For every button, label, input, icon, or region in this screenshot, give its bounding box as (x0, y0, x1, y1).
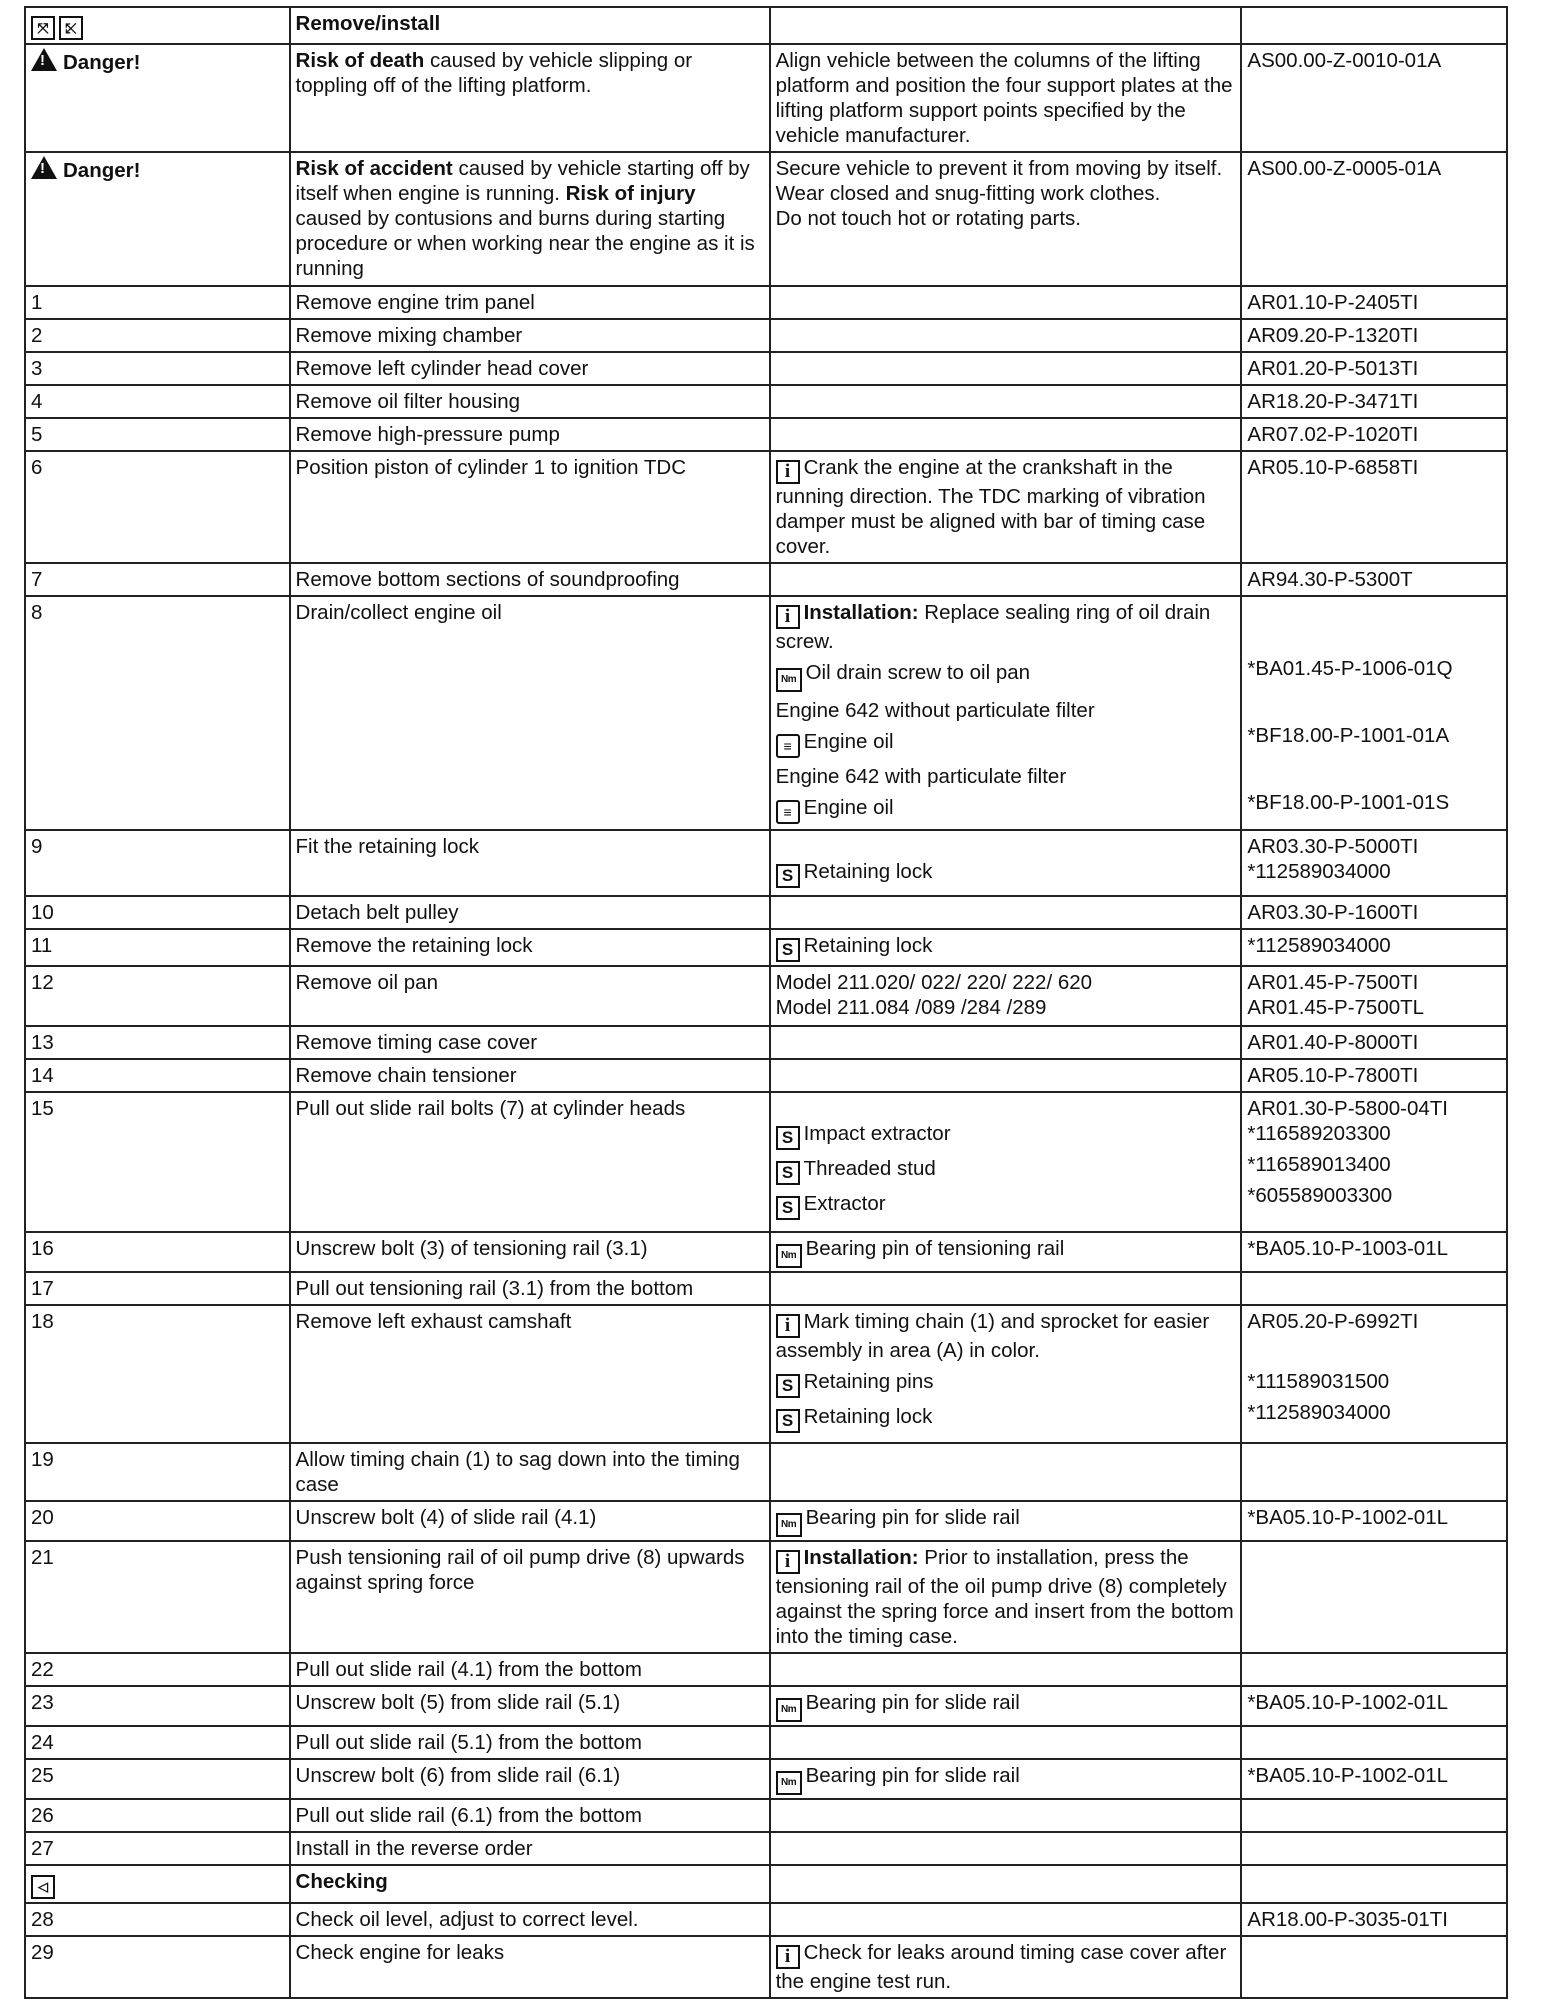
step-row (25, 1092, 1507, 1232)
step-row (25, 596, 1507, 830)
model-label: Model 211.020/ 022/ 220/ 222/ 620 (775, 971, 1093, 994)
step-action: Unscrew bolt (3) of tensioning rail (3.1) (290, 1232, 770, 1272)
doc-ref: AR01.45-P-7500TI (1247, 971, 1419, 994)
doc-ref: AR05.10-P-6858TI (1241, 451, 1507, 563)
doc-ref: AR01.30-P-5800-04TI (1247, 1097, 1448, 1120)
step-row (25, 1059, 1507, 1092)
model-label: Model 211.084 /089 /284 /289 (775, 996, 1047, 1019)
step-row (25, 1832, 1507, 1865)
danger-instruction: Align vehicle between the columns of the lifting platform and position the four support plates at the lifting platform support points specified by the vehicle manufacturer. (770, 44, 1242, 152)
step-number: 18 (25, 1305, 290, 1443)
step-row (25, 1305, 1507, 1443)
step-action: Remove oil filter housing (290, 385, 770, 418)
step-number: 6 (25, 451, 290, 563)
step-number: 14 (25, 1059, 290, 1092)
step-row (25, 1026, 1507, 1059)
doc-ref: AR03.30-P-1600TI (1241, 896, 1507, 929)
step-action: Position piston of cylinder 1 to ignition TDC (290, 451, 770, 563)
step-number: 22 (25, 1653, 290, 1686)
torque-spec: Bearing pin for slide rail (805, 1764, 1020, 1787)
doc-ref: AR01.20-P-5013TI (1241, 352, 1507, 385)
section-title: Checking (295, 1870, 388, 1893)
warning-icon (31, 48, 57, 71)
procedure-table (24, 6, 1508, 1999)
step-row (25, 929, 1507, 966)
step-row (25, 1232, 1507, 1272)
step-row (25, 1501, 1507, 1541)
tool-label: Retaining lock (803, 860, 933, 883)
doc-ref: *BF18.00-P-1001-01A (1247, 724, 1450, 747)
danger-row (25, 44, 1507, 152)
step-action: Install in the reverse order (290, 1832, 770, 1865)
step-action: Pull out tensioning rail (3.1) from the bottom (290, 1272, 770, 1305)
step-action: Pull out slide rail (4.1) from the bottom (290, 1653, 770, 1686)
oil-can-icon: ≡ (776, 734, 800, 758)
variant-label: Engine 642 with particulate filter (775, 765, 1067, 788)
step-row (25, 966, 1507, 1026)
step-number: 27 (25, 1832, 290, 1865)
doc-ref: AR09.20-P-1320TI (1241, 319, 1507, 352)
step-row (25, 1443, 1507, 1501)
step-action: Remove engine trim panel (290, 286, 770, 319)
doc-ref: *BA01.45-P-1006-01Q (1247, 657, 1453, 680)
step-number: 15 (25, 1092, 290, 1232)
step-action: Pull out slide rail (5.1) from the bottom (290, 1726, 770, 1759)
step-action: Remove left exhaust camshaft (290, 1305, 770, 1443)
doc-ref: *116589013400 (1247, 1153, 1391, 1176)
note-bold: Installation: (803, 1546, 919, 1569)
risk-text: caused by contusions and burns during starting procedure or when working near the engine as it is running (295, 207, 755, 280)
step-action: Remove the retaining lock (290, 929, 770, 966)
doc-ref: *BA05.10-P-1003-01L (1241, 1232, 1507, 1272)
step-row (25, 385, 1507, 418)
danger-instruction: Do not touch hot or rotating parts. (775, 207, 1081, 230)
info-icon: i (776, 1314, 800, 1338)
doc-ref: AR01.40-P-8000TI (1241, 1026, 1507, 1059)
info-icon: i (776, 605, 800, 629)
step-row (25, 1903, 1507, 1936)
step-row (25, 1759, 1507, 1799)
step-row (25, 1272, 1507, 1305)
step-row (25, 563, 1507, 596)
step-number: 7 (25, 563, 290, 596)
checking-row (25, 1865, 1507, 1903)
step-action: Allow timing chain (1) to sag down into the timing case (290, 1443, 770, 1501)
step-action: Remove oil pan (290, 966, 770, 1026)
variant-label: Engine 642 without particulate filter (775, 699, 1095, 722)
step-number: 1 (25, 286, 290, 319)
risk-bold: Risk of accident (295, 157, 453, 180)
section-title: Remove/install (295, 12, 441, 35)
header-row (25, 7, 1507, 44)
step-note: Check for leaks around timing case cover after the engine test run. (775, 1941, 1227, 1993)
oil-spec: Engine oil (803, 730, 894, 753)
step-action: Detach belt pulley (290, 896, 770, 929)
step-action: Drain/collect engine oil (290, 596, 770, 830)
doc-ref: AR18.00-P-3035-01TI (1241, 1903, 1507, 1936)
step-row (25, 352, 1507, 385)
doc-ref: *111589031500 (1247, 1370, 1390, 1393)
step-number: 17 (25, 1272, 290, 1305)
step-row (25, 451, 1507, 563)
step-number: 13 (25, 1026, 290, 1059)
doc-ref: AR01.45-P-7500TL (1247, 996, 1425, 1019)
tool-label: Threaded stud (803, 1157, 936, 1180)
doc-ref: AR03.30-P-5000TI (1247, 835, 1419, 858)
special-tool-icon: S (776, 1161, 800, 1185)
danger-instruction: Secure vehicle to prevent it from moving by itself. (775, 157, 1223, 180)
doc-ref: *BA05.10-P-1002-01L (1241, 1759, 1507, 1799)
step-row (25, 1799, 1507, 1832)
step-action: Unscrew bolt (4) of slide rail (4.1) (290, 1501, 770, 1541)
step-number: 24 (25, 1726, 290, 1759)
step-row (25, 418, 1507, 451)
danger-label: Danger! (63, 159, 141, 182)
danger-label: Danger! (63, 51, 141, 74)
info-icon: i (776, 460, 800, 484)
step-number: 23 (25, 1686, 290, 1726)
step-action: Unscrew bolt (5) from slide rail (5.1) (290, 1686, 770, 1726)
doc-ref: *605589003300 (1247, 1184, 1393, 1207)
step-row (25, 1653, 1507, 1686)
step-note: Replace sealing ring of oil drain screw. (775, 601, 1211, 653)
torque-icon: Nm (776, 1698, 802, 1722)
torque-spec: Bearing pin for slide rail (805, 1506, 1020, 1529)
tool-label: Retaining lock (803, 1405, 933, 1428)
torque-spec: Bearing pin of tensioning rail (805, 1237, 1065, 1260)
step-number: 11 (25, 929, 290, 966)
step-number: 12 (25, 966, 290, 1026)
step-action: Check engine for leaks (290, 1936, 770, 1998)
step-row (25, 286, 1507, 319)
step-row (25, 1936, 1507, 1998)
step-action: Remove mixing chamber (290, 319, 770, 352)
doc-ref: *BF18.00-P-1001-01S (1247, 791, 1450, 814)
risk-text: caused by vehicle starting off by itself when engine is running. (295, 157, 750, 205)
step-number: 28 (25, 1903, 290, 1936)
step-action: Remove chain tensioner (290, 1059, 770, 1092)
doc-ref: AR01.10-P-2405TI (1241, 286, 1507, 319)
step-number: 9 (25, 830, 290, 896)
special-tool-icon: S (776, 1409, 800, 1433)
special-tool-icon: S (776, 1374, 800, 1398)
danger-row (25, 152, 1507, 286)
step-number: 2 (25, 319, 290, 352)
torque-icon: Nm (776, 1244, 802, 1268)
step-row (25, 1541, 1507, 1653)
risk-bold: Risk of death (295, 49, 425, 72)
special-tool-icon: S (776, 864, 800, 888)
step-number: 25 (25, 1759, 290, 1799)
step-number: 26 (25, 1799, 290, 1832)
special-tool-icon: S (776, 938, 800, 962)
doc-ref: AS00.00-Z-0005-01A (1241, 152, 1507, 286)
step-note: Prior to installation, press the tensioning rail of the oil pump drive (8) completely against the spring force and insert from the bottom into the timing case. (775, 1546, 1234, 1648)
doc-ref: AR05.20-P-6992TI (1247, 1310, 1419, 1333)
step-action: Unscrew bolt (6) from slide rail (6.1) (290, 1759, 770, 1799)
oil-can-icon: ≡ (776, 800, 800, 824)
doc-ref: AR05.10-P-7800TI (1241, 1059, 1507, 1092)
step-number: 5 (25, 418, 290, 451)
step-number: 20 (25, 1501, 290, 1541)
step-number: 10 (25, 896, 290, 929)
step-number: 29 (25, 1936, 290, 1998)
tool-label: Retaining lock (803, 934, 933, 957)
doc-ref: *112589034000 (1247, 860, 1391, 883)
back-arrow-icon: ◁ (31, 1875, 55, 1899)
step-action: Remove bottom sections of soundproofing (290, 563, 770, 596)
warning-icon (31, 156, 57, 179)
step-number: 21 (25, 1541, 290, 1653)
tool-label: Impact extractor (803, 1122, 951, 1145)
note-bold: Installation: (803, 601, 919, 624)
doc-ref: AS00.00-Z-0010-01A (1241, 44, 1507, 152)
doc-ref: *BA05.10-P-1002-01L (1241, 1501, 1507, 1541)
step-row (25, 319, 1507, 352)
step-action: Pull out slide rail bolts (7) at cylinder heads (290, 1092, 770, 1232)
oil-spec: Engine oil (803, 796, 894, 819)
torque-spec: Bearing pin for slide rail (805, 1691, 1020, 1714)
step-action: Remove timing case cover (290, 1026, 770, 1059)
step-action: Check oil level, adjust to correct level. (290, 1903, 770, 1936)
step-note: Mark timing chain (1) and sprocket for easier assembly in area (A) in color. (775, 1310, 1210, 1362)
risk-text: caused by vehicle slipping or toppling off of the lifting platform. (295, 49, 693, 97)
torque-spec: Oil drain screw to oil pan (805, 661, 1031, 684)
info-icon: i (776, 1550, 800, 1574)
step-row (25, 830, 1507, 896)
step-row (25, 1726, 1507, 1759)
step-action: Remove high-pressure pump (290, 418, 770, 451)
remove-icon: ⤧ (31, 16, 55, 40)
doc-ref: *BA05.10-P-1002-01L (1241, 1686, 1507, 1726)
step-row (25, 896, 1507, 929)
doc-ref: *112589034000 (1247, 1401, 1391, 1424)
torque-icon: Nm (776, 668, 802, 692)
doc-ref: AR18.20-P-3471TI (1241, 385, 1507, 418)
step-note: Crank the engine at the crankshaft in the running direction. The TDC marking of vibration damper must be aligned with bar of timing case cover. (775, 456, 1206, 558)
doc-ref: AR07.02-P-1020TI (1241, 418, 1507, 451)
doc-ref: *116589203300 (1247, 1122, 1391, 1145)
tool-label: Retaining pins (803, 1370, 934, 1393)
torque-icon: Nm (776, 1513, 802, 1537)
doc-ref: *112589034000 (1241, 929, 1507, 966)
step-number: 8 (25, 596, 290, 830)
step-number: 16 (25, 1232, 290, 1272)
step-action: Push tensioning rail of oil pump drive (8) upwards against spring force (290, 1541, 770, 1653)
special-tool-icon: S (776, 1126, 800, 1150)
step-action: Pull out slide rail (6.1) from the bottom (290, 1799, 770, 1832)
step-action: Fit the retaining lock (290, 830, 770, 896)
torque-icon: Nm (776, 1771, 802, 1795)
tool-label: Extractor (803, 1192, 886, 1215)
step-number: 3 (25, 352, 290, 385)
special-tool-icon: S (776, 1196, 800, 1220)
step-number: 4 (25, 385, 290, 418)
step-row (25, 1686, 1507, 1726)
info-icon: i (776, 1945, 800, 1969)
install-icon: ⤪ (59, 16, 83, 40)
step-number: 19 (25, 1443, 290, 1501)
danger-instruction: Wear closed and snug-fitting work clothes. (775, 182, 1161, 205)
step-action: Remove left cylinder head cover (290, 352, 770, 385)
doc-ref: AR94.30-P-5300T (1241, 563, 1507, 596)
risk-bold: Risk of injury (565, 182, 696, 205)
